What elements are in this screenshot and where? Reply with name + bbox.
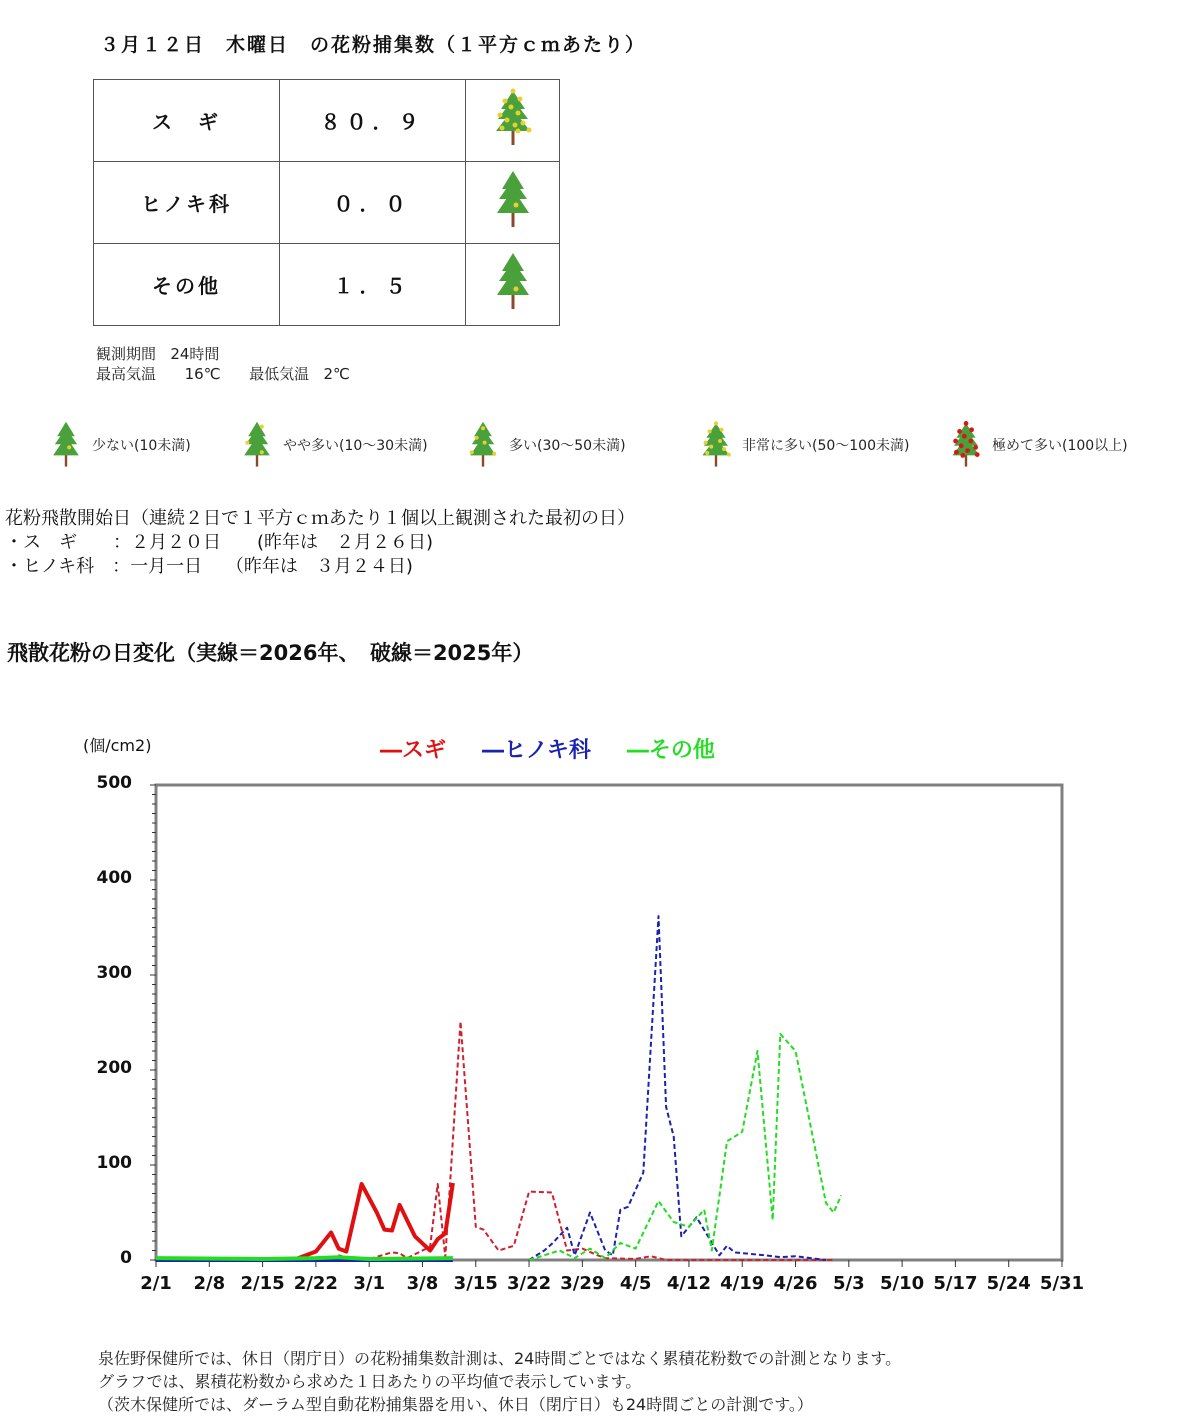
plot-area [156,785,1062,1260]
level-label: 非常に多い(50～100未満) [742,438,910,454]
pollen-type-name: ヒノキ科 [94,162,280,244]
min-temp-label: 最低気温 [249,365,310,383]
period-value: 24時間 [170,345,220,363]
pollen-type-name: その他 [94,244,280,326]
x-tick-label: 3/1 [353,1273,385,1294]
footnote-line-3: （茨木保健所では、ダーラム型自動花粉捕集器を用い、休日（閉庁日）も24時間ごとの計測です。） [98,1395,813,1414]
y-tick-label: 0 [120,1248,132,1268]
max-temp-value: 16℃ [184,365,221,383]
x-tick-label: 3/22 [506,1273,552,1294]
legend-other: ―その他 [626,738,715,763]
footnote-line-1: 泉佐野保健所では、休日（閉庁日）の花粉捕集数計測は、24時間ごとではなく累積花粉数での計測となります。 [98,1349,902,1368]
y-tick-label: 500 [96,773,132,793]
chart-section-title: 飛散花粉の日変化（実線＝2026年、 破線＝2025年） [7,641,534,665]
y-tick-label: 200 [96,1058,132,1078]
x-tick-label: 2/8 [193,1273,226,1294]
x-tick-label: 3/29 [560,1273,605,1294]
page-title: ３月１２日 木曜日 の花粉捕集数（１平方ｃｍあたり） [100,34,647,56]
x-tick-label: 4/12 [666,1273,712,1294]
y-tick-label: 300 [96,963,132,983]
start-date-sugi: ・ス ギ ：２月２０日 (昨年は ２月２６日) [5,532,434,553]
footnote-line-2: グラフでは、累積花粉数から求めた１日あたりの平均値で表示しています。 [98,1372,642,1391]
x-tick-label: 2/1 [140,1273,172,1294]
pollen-count-value: ８０．９ [280,80,466,162]
footnote [98,1347,901,1416]
x-tick-label: 5/3 [833,1273,865,1294]
level-label: やや多い(10～30未満) [283,438,428,454]
legend-hinoki: ―ヒノキ科 [482,738,591,763]
start-date-hinoki: ・ヒノキ科 ：一月一日 （昨年は ３月２４日) [5,556,413,577]
legend-sugi: ―スギ [380,738,447,763]
x-tick-label: 3/15 [453,1273,498,1294]
start-dates-heading: 花粉飛散開始日（連続２日で１平方ｃｍあたり１個以上観測された最初の日） [5,508,635,529]
x-tick-label: 2/15 [240,1273,285,1294]
min-temp-value: 2℃ [323,365,350,383]
y-tick-label: 400 [96,868,132,888]
x-tick-label: 5/10 [880,1273,925,1294]
period-label: 観測期間 [96,345,157,363]
x-tick-label: 3/8 [406,1273,439,1294]
pollen-type-name: ス ギ [94,80,280,162]
x-tick-label: 2/22 [293,1273,338,1294]
x-tick-label: 5/24 [986,1273,1031,1294]
y-axis-unit: (個/cm2) [83,736,152,755]
x-tick-label: 5/17 [933,1273,978,1294]
pollen-count-value: ０．０ [280,162,466,244]
x-tick-label: 5/31 [1039,1273,1085,1294]
x-tick-label: 4/26 [773,1273,818,1294]
level-label: 極めて多い(100以上) [992,438,1128,454]
x-tick-label: 4/19 [720,1273,765,1294]
x-tick-label: 4/5 [619,1273,652,1294]
series-line [156,1257,453,1259]
pollen-count-value: １．５ [280,244,466,326]
max-temp-label: 最高気温 [96,365,157,383]
level-label: 多い(30～50未満) [509,438,626,454]
level-label: 少ない(10未満) [92,438,191,454]
y-tick-label: 100 [96,1153,132,1173]
